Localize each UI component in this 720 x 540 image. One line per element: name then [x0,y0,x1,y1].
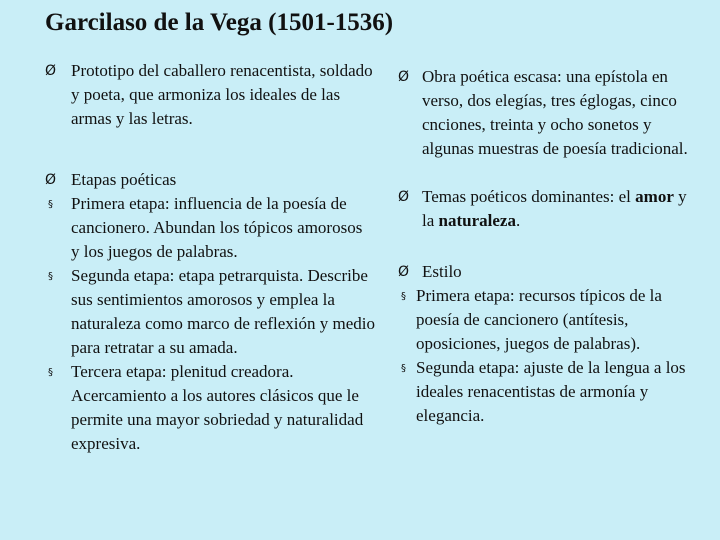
etapa-2-text: Segunda etapa: etapa petrarquista. Describe sus sentimientos amorosos y emplea la naturaleza como marco de reflexión y medio para retratar a su amada. [71,266,375,357]
list-item-estilo-1 [398,284,698,356]
square-bullet-icon: § [48,367,53,378]
temas-naturaleza: naturaleza [438,211,516,230]
list-item-estilo-2 [398,356,698,428]
left-column [45,59,375,456]
list-item-etapa-2 [45,264,375,360]
arrow-bullet-icon: Ø [398,189,410,205]
arrow-bullet-icon: Ø [398,264,410,280]
list-item-intro [45,59,375,131]
estilo-1-text: Primera etapa: recursos típicos de la poesía de cancionero (antítesis, oposiciones, juegos de palabras). [416,286,662,353]
estilo-2-text: Segunda etapa: ajuste de la lengua a los ideales renacentistas de armonía y elegancia. [416,358,686,425]
square-bullet-icon: § [401,291,406,302]
etapa-1-text: Primera etapa: influencia de la poesía de cancionero. Abundan los tópicos amorosos y los juegos de palabras. [71,194,363,261]
temas-end: . [515,211,521,230]
arrow-bullet-icon: Ø [45,63,57,79]
temas-prefix: Temas poéticos dominantes: el [422,187,636,206]
etapas-heading: Etapas poéticas [71,170,177,189]
list-item-temas [398,185,698,233]
list-item-estilo [398,260,698,284]
right-column [398,65,698,428]
etapa-3-text: Tercera etapa: plenitud creadora. Acercamiento a los autores clásicos que le permite una mayor sobriedad y naturalidad expresiva. [71,362,364,453]
list-item-etapa-1 [45,192,375,264]
square-bullet-icon: § [401,363,406,374]
arrow-bullet-icon: Ø [398,69,410,85]
square-bullet-icon: § [48,271,53,282]
square-bullet-icon: § [48,199,53,210]
list-item-obra [398,65,698,161]
list-item-etapa-3 [45,360,375,456]
temas-text [422,187,687,230]
estilo-heading: Estilo [422,262,462,281]
obra-text: Obra poética escasa: una epístola en verso, dos elegías, tres églogas, cinco cnciones, treinta y ocho sonetos y algunas muestras de poesía tradicional. [422,67,688,158]
list-item-etapas [45,168,375,192]
temas-amor: amor [635,187,674,206]
intro-text: Prototipo del caballero renacentista, soldado y poeta, que armoniza los ideales de las armas y las letras. [71,61,373,128]
arrow-bullet-icon: Ø [45,172,57,188]
temas-mid: y la [422,187,687,230]
slide-title: Garcilaso de la Vega (1501-1536) [45,9,394,36]
